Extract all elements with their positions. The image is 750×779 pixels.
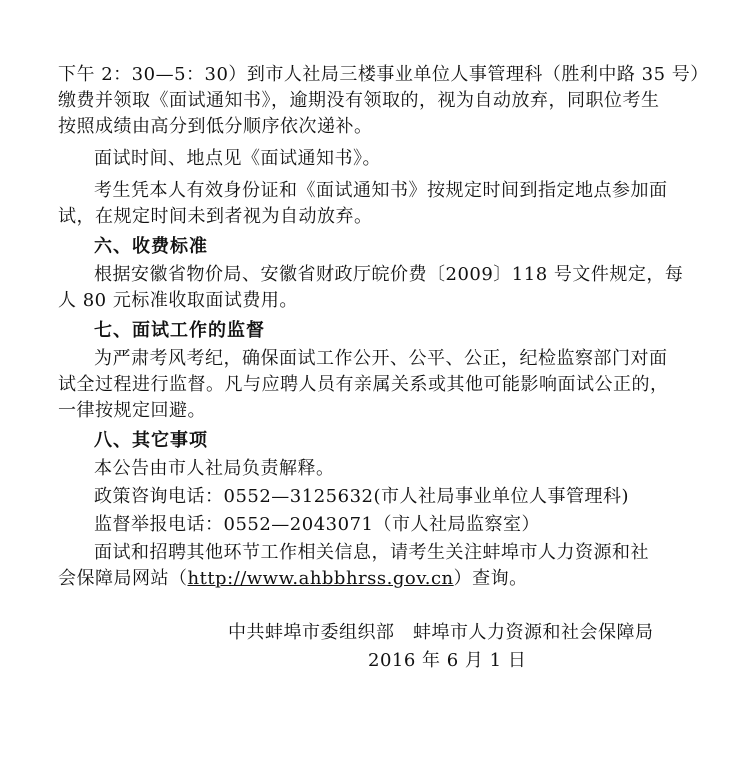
paragraph-line: 按照成绩由高分到低分顺序依次递补。 (58, 116, 373, 137)
report-phone-line: 监督举报电话：0552—2043071（市人社局监察室） (94, 514, 540, 535)
section-heading-supervision: 七、面试工作的监督 (94, 320, 265, 341)
paragraph-line: 一律按规定回避。 (58, 400, 206, 421)
paragraph-line: 面试和招聘其他环节工作相关信息，请考生关注蚌埠市人力资源和社 (94, 542, 649, 563)
section-heading-fees: 六、收费标准 (94, 236, 208, 257)
paragraph-line: 下午 2：30—5：30）到市人社局三楼事业单位人事管理科（胜利中路 35 号） (58, 64, 709, 85)
website-link[interactable]: http://www.ahbbhrss.gov.cn (187, 568, 454, 589)
paragraph-line: 面试时间、地点见《面试通知书》。 (94, 148, 381, 169)
paragraph-line: 考生凭本人有效身份证和《面试通知书》按规定时间到指定地点参加面 (94, 180, 668, 201)
policy-phone-line: 政策咨询电话：0552—3125632(市人社局事业单位人事管理科) (94, 486, 630, 507)
paragraph-line: 根据安徽省物价局、安徽省财政厅皖价费〔2009〕118 号文件规定，每 (94, 264, 684, 285)
signature-date: 2016 年 6 月 1 日 (368, 650, 527, 671)
section-heading-other: 八、其它事项 (94, 430, 208, 451)
website-prefix: 会保障局网站（ (58, 568, 188, 589)
paragraph-line: 人 80 元标准收取面试费用。 (58, 290, 298, 311)
website-line (58, 566, 698, 592)
website-suffix: ）查询。 (453, 568, 528, 589)
paragraph-line: 试全过程进行监督。凡与应聘人员有亲属关系或其他可能影响面试公正的， (58, 374, 669, 395)
paragraph-line: 本公告由市人社局负责解释。 (94, 458, 335, 479)
signature-org: 中共蚌埠市委组织部 蚌埠市人力资源和社会保障局 (228, 622, 654, 643)
paragraph-line: 缴费并领取《面试通知书》，逾期没有领取的，视为自动放弃，同职位考生 (58, 90, 660, 111)
paragraph-line: 为严肃考风考纪，确保面试工作公开、公平、公正，纪检监察部门对面 (94, 348, 668, 369)
paragraph-line: 试，在规定时间未到者视为自动放弃。 (58, 206, 373, 227)
